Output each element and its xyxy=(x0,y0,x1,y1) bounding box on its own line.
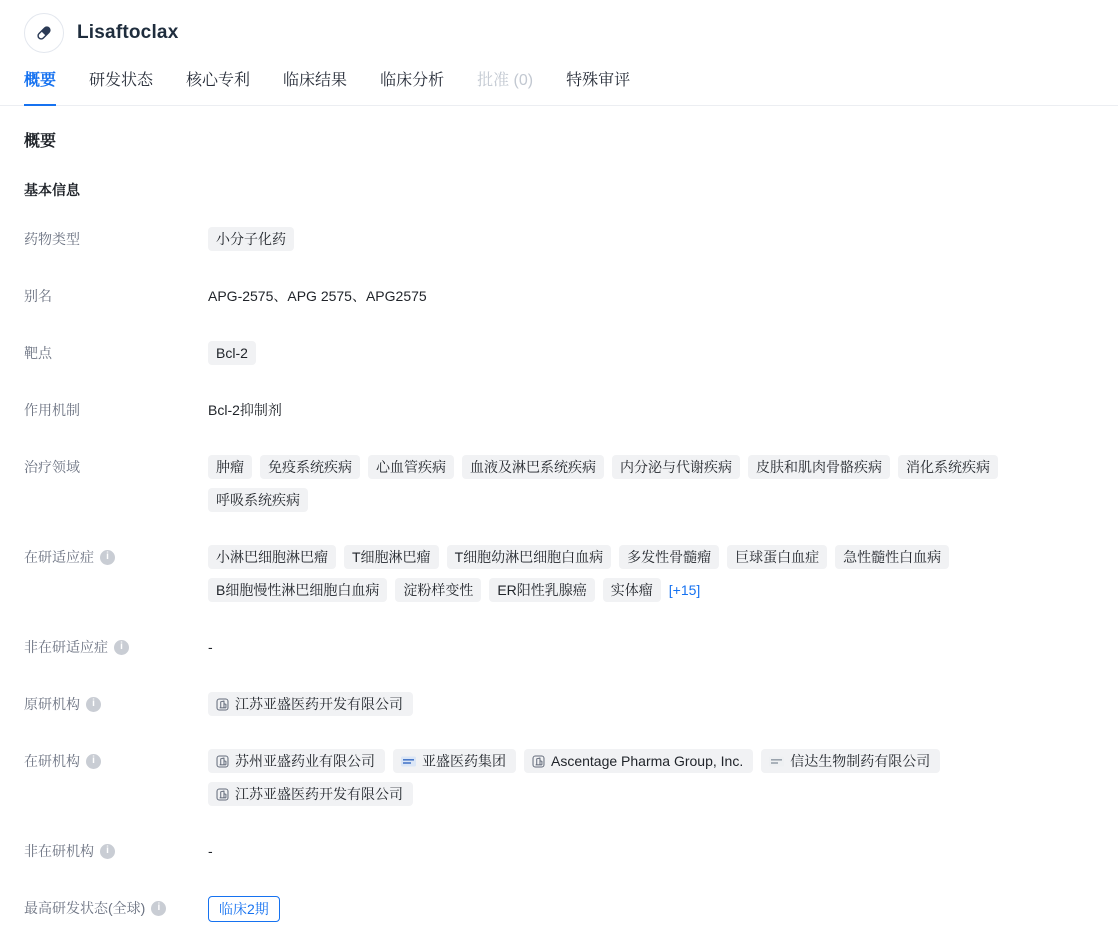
field-label xyxy=(24,749,208,773)
tag[interactable]: 消化系统疾病 xyxy=(898,455,998,479)
tag[interactable]: 皮肤和肌肉骨骼疾病 xyxy=(748,455,890,479)
overview-content xyxy=(0,106,1118,952)
field-value xyxy=(208,227,1094,251)
org-tag[interactable] xyxy=(393,749,516,773)
tag[interactable]: T细胞淋巴瘤 xyxy=(344,545,439,569)
field-label xyxy=(24,455,208,479)
field-label-text: 别名 xyxy=(24,288,52,304)
tag[interactable]: 小分子化药 xyxy=(208,227,294,251)
org-name: 江苏亚盛医药开发有限公司 xyxy=(235,786,403,802)
field-label-text: 非在研适应症 xyxy=(24,639,108,655)
field-label-text: 药物类型 xyxy=(24,231,80,247)
field-label-text: 最高研发状态(全球) xyxy=(24,900,146,916)
tag[interactable]: 血液及淋巴系统疾病 xyxy=(462,455,604,479)
tag[interactable]: 小淋巴细胞淋巴瘤 xyxy=(208,545,336,569)
field-value-text: - xyxy=(208,639,213,655)
field-value xyxy=(208,749,1094,806)
row-aliases xyxy=(24,284,1094,308)
field-label-text: 原研机构 xyxy=(24,696,80,712)
basic-info-rows xyxy=(24,227,1094,922)
field-label-text: 在研机构 xyxy=(24,753,80,769)
field-value xyxy=(208,635,1094,659)
building-icon xyxy=(216,698,229,711)
tag[interactable]: 急性髓性白血病 xyxy=(835,545,949,569)
tag[interactable]: T细胞幼淋巴细胞白血病 xyxy=(447,545,612,569)
field-value xyxy=(208,896,1094,922)
subsection-title: 基本信息 xyxy=(24,182,80,198)
row-highest-phase xyxy=(24,896,1094,922)
field-value xyxy=(208,839,1094,863)
info-icon[interactable]: i xyxy=(100,550,115,565)
field-label-text: 靶点 xyxy=(24,345,52,361)
org-name: 信达生物制药有限公司 xyxy=(790,753,931,769)
field-value xyxy=(208,398,1094,422)
field-label-text: 在研适应症 xyxy=(24,549,94,565)
tag[interactable]: 淀粉样变性 xyxy=(395,578,481,602)
org-name: 江苏亚盛医药开发有限公司 xyxy=(235,696,403,712)
drug-title: Lisaftoclax xyxy=(77,22,179,43)
row-active-orgs xyxy=(24,749,1094,806)
building-icon xyxy=(216,788,229,801)
info-icon[interactable]: i xyxy=(151,901,166,916)
org-name: 苏州亚盛药业有限公司 xyxy=(235,753,375,769)
tab-approval[interactable]: 批准 (0) xyxy=(477,72,534,89)
tag[interactable]: 内分泌与代谢疾病 xyxy=(612,455,740,479)
field-label xyxy=(24,341,208,365)
field-label xyxy=(24,692,208,716)
field-value xyxy=(208,455,1094,512)
field-label xyxy=(24,227,208,251)
row-inactive-indications xyxy=(24,635,1094,659)
org-tag[interactable] xyxy=(524,749,753,773)
field-label xyxy=(24,398,208,422)
field-value-text: Bcl-2抑制剂 xyxy=(208,402,282,418)
tab-clinical-results[interactable]: 临床结果 xyxy=(283,72,348,89)
tab-clinical-analysis[interactable]: 临床分析 xyxy=(380,72,445,89)
field-label-text: 非在研机构 xyxy=(24,843,94,859)
building-icon xyxy=(216,755,229,768)
field-value xyxy=(208,341,1094,365)
tag[interactable]: B细胞慢性淋巴细胞白血病 xyxy=(208,578,387,602)
row-inactive-orgs xyxy=(24,839,1094,863)
org-tag[interactable] xyxy=(208,749,385,773)
field-value xyxy=(208,692,1094,716)
field-label xyxy=(24,545,208,569)
phase-badge: 临床2期 xyxy=(208,896,280,922)
tag[interactable]: 肿瘤 xyxy=(208,455,252,479)
row-active-indications xyxy=(24,545,1094,602)
tab-bar xyxy=(0,62,1118,106)
tag[interactable]: 心血管疾病 xyxy=(368,455,454,479)
field-label xyxy=(24,896,208,920)
field-label-text: 治疗领域 xyxy=(24,459,80,475)
row-drug-type xyxy=(24,227,1094,251)
org-tag[interactable] xyxy=(761,749,940,773)
section-title: 概要 xyxy=(24,133,57,150)
building-icon xyxy=(532,755,545,768)
info-icon[interactable]: i xyxy=(86,697,101,712)
tab-overview[interactable]: 概要 xyxy=(24,62,56,105)
field-label xyxy=(24,284,208,308)
tab-special-review[interactable]: 特殊审评 xyxy=(566,72,631,89)
tab-core-patents[interactable]: 核心专利 xyxy=(186,72,251,89)
org-tag[interactable] xyxy=(208,782,413,806)
info-icon[interactable]: i xyxy=(114,640,129,655)
pill-icon xyxy=(24,13,64,53)
row-originator-orgs xyxy=(24,692,1094,716)
drug-header xyxy=(0,0,1118,62)
tag[interactable]: 实体瘤 xyxy=(603,578,661,602)
info-icon[interactable]: i xyxy=(86,754,101,769)
field-label-text: 作用机制 xyxy=(24,402,80,418)
field-value xyxy=(208,545,1094,602)
tag[interactable]: Bcl-2 xyxy=(208,341,256,365)
tag[interactable]: ER阳性乳腺癌 xyxy=(489,578,594,602)
tab-rd-status[interactable]: 研发状态 xyxy=(89,72,154,89)
row-target xyxy=(24,341,1094,365)
tag[interactable]: 免疫系统疾病 xyxy=(260,455,360,479)
field-value xyxy=(208,284,1094,308)
company-logo-icon xyxy=(401,756,416,767)
org-name: 亚盛医药集团 xyxy=(422,753,506,769)
org-tag[interactable] xyxy=(208,692,413,716)
field-value-text: - xyxy=(208,843,213,859)
tag[interactable]: 多发性骨髓瘤 xyxy=(619,545,719,569)
org-name: Ascentage Pharma Group, Inc. xyxy=(551,753,744,769)
row-mechanism xyxy=(24,398,1094,422)
field-label xyxy=(24,635,208,659)
field-value-text: APG-2575、APG 2575、APG2575 xyxy=(208,288,427,304)
tag[interactable]: 巨球蛋白血症 xyxy=(727,545,827,569)
company-logo-icon xyxy=(769,756,784,767)
row-therapeutic-areas xyxy=(24,455,1094,512)
field-label xyxy=(24,839,208,863)
tag[interactable]: 呼吸系统疾病 xyxy=(208,488,308,512)
show-more-link[interactable]: [+15] xyxy=(668,582,701,598)
info-icon[interactable]: i xyxy=(100,844,115,859)
